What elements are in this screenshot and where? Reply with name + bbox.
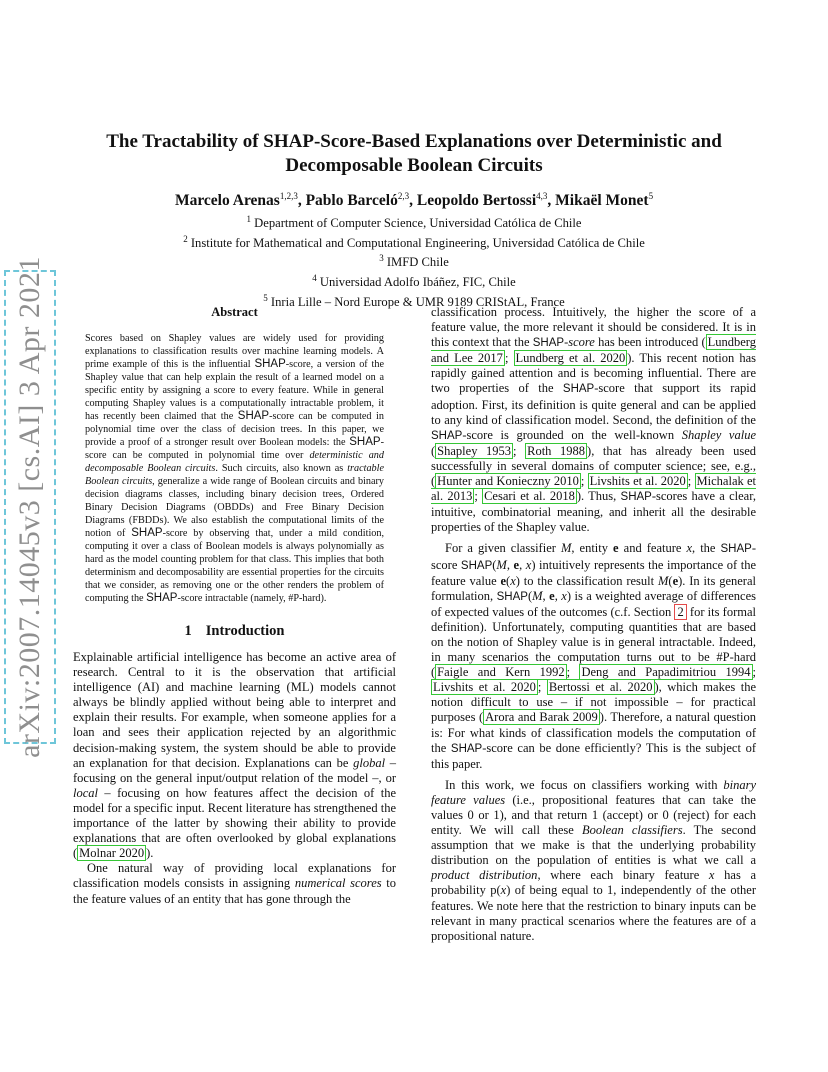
section-heading-introduction: 1 Introduction bbox=[184, 623, 285, 639]
author: Pablo Barceló$^{2,3}$, bbox=[305, 191, 417, 210]
citation-link[interactable]: Lundberg and Lee 2017 bbox=[431, 335, 756, 366]
citation-link[interactable]: Shapley 1953 bbox=[437, 443, 512, 458]
title-line-2: Decomposable Boolean Circuits bbox=[285, 155, 543, 176]
arxiv-watermark[interactable] bbox=[4, 256, 56, 758]
paper-title bbox=[90, 130, 738, 178]
affiliation: $^1$ Department of Computer Science, Universidad Católica de Chile bbox=[246, 214, 582, 231]
author: Leopoldo Bertossi$^{4,3}$, bbox=[416, 191, 556, 210]
citation-link[interactable]: Faigle and Kern 1992 bbox=[437, 665, 565, 680]
intro-paragraph-2: One natural way of providing local explanations for classification models consists in assigning numerical scores to the feature values of an entity that has gone through the bbox=[73, 861, 396, 906]
intro-paragraph-1: Explainable artificial intelligence has become an active area of research. Central to it is the observation that artificial intelligence (AI) and machine learning (ML) models cannot always be blindly applied without being able to interpret and explain their results. For example, when someone applies for a loan and sees their application rejected by an algorithmic decision-making system, the system should be able to provide an explanation for that decision. Explanations can be global – focusing on the general input/output relation of the model –, or local – focusing on how features affect the decision of the model for a specific input. Recent literature has strengthened the importance of the latter by showing their ability to provide explanations that are often overlooked by global explanations ( Molnar 2020 ). bbox=[73, 650, 396, 861]
title-line-1: The Tractability of SHAP-Score-Based Explanations over Deterministic and bbox=[106, 131, 722, 152]
section-reference-link[interactable]: 2 bbox=[674, 604, 686, 620]
author: Mikaël Monet$^5$ bbox=[555, 191, 654, 210]
citation-link[interactable]: Arora and Barak 2009 bbox=[485, 710, 598, 725]
abstract-heading: Abstract bbox=[211, 305, 258, 319]
affiliation: $^2$ Institute for Mathematical and Computational Engineering, Universidad Católica de Chile bbox=[183, 233, 645, 250]
affiliation: $^3$ IMFD Chile bbox=[379, 253, 449, 270]
right-column bbox=[431, 305, 756, 944]
citation-link[interactable]: Molnar 2020 bbox=[79, 846, 145, 861]
citation-link[interactable]: Cesari et al. 2018 bbox=[484, 489, 575, 504]
citation-link[interactable]: Bertossi et al. 2020 bbox=[548, 680, 653, 695]
citation-link[interactable]: Roth 1988 bbox=[527, 443, 586, 458]
author-list bbox=[90, 191, 738, 210]
arxiv-identifier: arXiv:2007.14045v3 [cs.AI] 3 Apr 2021 bbox=[13, 256, 46, 758]
citation-link[interactable]: Livshits et al. 2020 bbox=[433, 680, 536, 695]
citation-link[interactable]: Livshits et al. 2020 bbox=[589, 474, 686, 489]
citation-link[interactable]: Hunter and Konieczny 2010 bbox=[437, 474, 579, 489]
intro-paragraph-3: classification process. Intuitively, the higher the score of a feature value, the more relevant it should be considered. It is in this context that the SHAP-score has been introduced ( Lundberg and Lee 2017 ; Lundberg et al. 2020 ). This recent notion has rapidly gained attention and is becoming influential. There are two properties of the SHAP-score that support its rapid adoption. First, its definition is quite general and can be applied to any kind of classification model. Second, the definition of the SHAP-score is grounded on the well-known Shapley value ( Shapley 1953 ; Roth 1988 ), that has already been used successfully in several domains of computer science; see, e.g., ( Hunter and Konieczny 2010 ; Livshits et al. 2020 ; Michalak et al. 2013 ; Cesari et al. 2018 ). Thus, SHAP-scores have a clear, intuitive, combinatorial meaning, and inherit all the desirable properties of the Shapley value. bbox=[431, 305, 757, 535]
affiliation: $^4$ Universidad Adolfo Ibáñez, FIC, Chile bbox=[312, 273, 516, 290]
citation-link[interactable]: Michalak et al. 2013 bbox=[431, 474, 757, 504]
abstract-text: Scores based on Shapley values are widely used for providing explanations to classification results over machine learning models. A prime example of this is the influential SHAP-score, a version of the Shapley value that can help explain the result of a learned model on a specific entity by assigning a score to every feature. While in general computing Shapley values is a computationally intractable problem, it has recently been claimed that the SHAP-score can be computed in polynomial time over the class of decision trees. In this paper, we provide a proof of a stronger result over Boolean models: the SHAP-score can be computed in polynomial time over deterministic and decomposable Boolean circuits. Such circuits, also known as tractable Boolean circuits, generalize a wide range of Boolean circuits and binary decision diagrams classes, including binary decision trees, Ordered Binary Decision Diagrams (OBDDs) and Free Binary Decision Diagrams (FBDDs). We also establish the computational limits of the notion of SHAP-score by observing that, under a mild condition, computing it over a class of Boolean models is always polynomially as hard as the model counting problem for that class. This implies that both determinism and decomposability are essential properties for the circuits that we consider, as removing one or the other renders the problem of computing the SHAP-score intractable (namely, #P-hard). bbox=[85, 333, 385, 604]
left-column bbox=[73, 305, 396, 907]
author: Marcelo Arenas$^{1,2,3}$, bbox=[174, 191, 306, 210]
affiliation: $^5$ Inria Lille – Nord Europe & UMR 9189 CRIStAL, France bbox=[263, 292, 565, 309]
citation-link[interactable]: Deng and Papadimitriou 1994 bbox=[581, 665, 751, 680]
intro-paragraph-4: For a given classifier M, entity e and feature x, the SHAP-score SHAP(M, e, x) intuitively represents the importance of the feature value e(x) to the classification result M(e). In its general formulation, SHAP(M, e, x) is a weighted average of differences of expected values of the outcomes (c.f. Section 2 for its formal definition). Unfortunately, computing quantities that are based on the notion of Shapley value is in general intractable. Indeed, in many scenarios the computation turns out to be #P-hard ( Faigle and Kern 1992 ; Deng and Papadimitriou 1994 ; Livshits et al. 2020 ; Bertossi et al. 2020 ), which makes the notion difficult to use – if not impossible – for practical purposes ( Arora and Barak 2009 ). Therefore, a natural question is: For what kinds of classification models the computation of the SHAP-score can be done efficiently? This is the subject of this paper. bbox=[431, 541, 757, 771]
intro-paragraph-5: In this work, we focus on classifiers working with binary feature values (i.e., propositional features that can take the values 0 or 1), and that return 1 (accept) or 0 (reject) for each entity. We will call these Boolean classifiers. The second assumption that we make is that the underlying probability distribution on the population of entities is what we call a product distribution, where each binary feature x has a probability p(x) of being equal to 1, independently of the other features. We note here that the restriction to binary inputs can be relevant in many practical scenarios where the features are of a propositional nature. bbox=[431, 777, 757, 943]
citation-link[interactable]: Lundberg et al. 2020 bbox=[515, 351, 626, 366]
affiliation-list bbox=[90, 212, 738, 310]
